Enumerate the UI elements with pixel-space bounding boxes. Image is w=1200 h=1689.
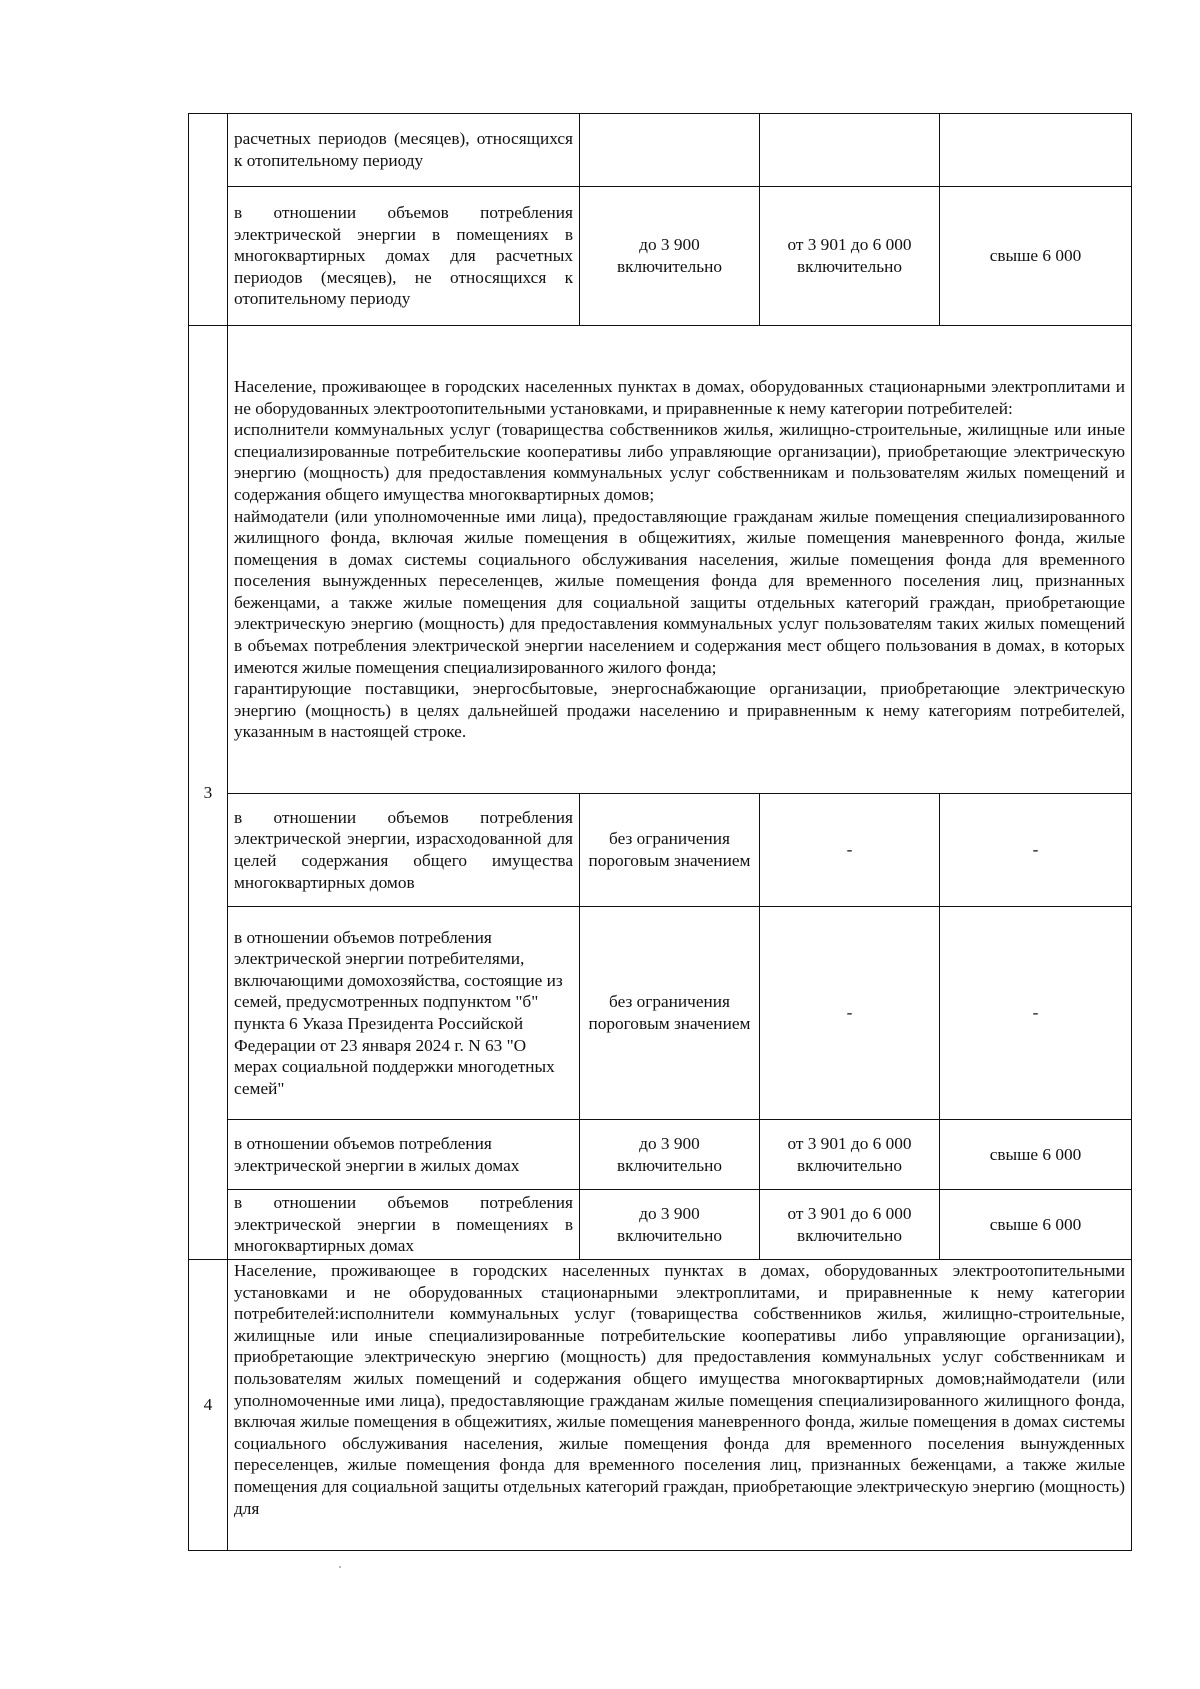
threshold-mid-cell: - [760, 907, 940, 1120]
condition-cell: в отношении объемов потребления электрической энергии в помещениях в многоквартирных домах [228, 1190, 580, 1260]
threshold-low-cell: без ограничения пороговым значением [580, 794, 760, 907]
threshold-high-cell: свыше 6 000 [940, 187, 1132, 326]
table-row [189, 326, 1132, 794]
threshold-low-cell: до 3 900 включительно [580, 1120, 760, 1190]
condition-cell: в отношении объемов потребления электрической энергии в помещениях в многоквартирных домах для расчетных периодов (месяцев), не относящихся к отопительному периоду [228, 187, 580, 326]
threshold-high-cell: свыше 6 000 [940, 1120, 1132, 1190]
description-paragraph: наймодатели (или уполномоченные ими лица), предоставляющие гражданам жилые помещения специализированного жилищного фонда, включая жилые помещения в общежитиях, жилые помещения маневренного фонда, жилые помещения в домах системы социального обслуживания населения, жилые помещения фонда для временного поселения вынужденных переселенцев, жилые помещения фонда для временного поселения лиц, признанных беженцами, а также жилые помещения для социальной защиты отдельных категорий граждан, приобретающие электрическую энергию (мощность) для предоставления коммунальных услуг пользователям таких жилых помещений в объемах потребления электрической энергии населением и содержания мест общего пользования в домах, в которых имеются жилые помещения специализированного жилого фонда; [234, 506, 1125, 677]
condition-cell: в отношении объемов потребления электрической энергии в жилых домах [228, 1120, 580, 1190]
threshold-mid-cell: от 3 901 до 6 000 включительно [760, 187, 940, 326]
table-row [189, 907, 1132, 1120]
table-row [189, 1260, 1132, 1551]
value-cell [940, 114, 1132, 187]
threshold-high-cell: свыше 6 000 [940, 1190, 1132, 1260]
threshold-mid-cell: - [760, 794, 940, 907]
threshold-high-cell: - [940, 907, 1132, 1120]
threshold-mid-cell: от 3 901 до 6 000 включительно [760, 1120, 940, 1190]
condition-cell: расчетных периодов (месяцев), относящихся к отопительному периоду [228, 114, 580, 187]
description-paragraph: исполнители коммунальных услуг (товарищества собственников жилья, жилищно-строительные, жилищные или иные специализированные потребительские кооперативы либо управляющие организации), приобретающие электрическую энергию (мощность) для предоставления коммунальных услуг собственникам и пользователям жилых помещений и содержания общего имущества многоквартирных домов; [234, 420, 1125, 504]
description-paragraph: гарантирующие поставщики, энергосбытовые, энергоснабжающие организации, приобретающие электрическую энергию (мощность) в целях дальнейшей продажи населению и приравненным к нему категориям потребителей, указанным в настоящей строке. [234, 679, 1125, 742]
table-row [189, 114, 1132, 187]
row-number-4: 4 [189, 1260, 228, 1551]
value-cell [760, 114, 940, 187]
table-row [189, 1190, 1132, 1260]
table-row [189, 794, 1132, 907]
threshold-low-cell: без ограничения пороговым значением [580, 907, 760, 1120]
scan-speck [339, 1566, 341, 1568]
row-number-3: 3 [189, 326, 228, 1260]
tariff-table [188, 113, 1132, 1551]
row-number-cell [189, 114, 228, 326]
condition-cell: в отношении объемов потребления электрической энергии потребителями, включающими домохозяйства, состоящие из семей, предусмотренных подпунктом "б" пункта 6 Указа Президента Российской Федерации от 23 января 2024 г. N 63 "О мерах социальной поддержки многодетных семей" [228, 907, 580, 1120]
table-row [189, 187, 1132, 326]
threshold-high-cell: - [940, 794, 1132, 907]
category-description-3 [228, 326, 1132, 794]
table-row [189, 1120, 1132, 1190]
description-paragraph: Население, проживающее в городских населенных пунктах в домах, оборудованных стационарными электроплитами и не оборудованных электроотопительными установками, и приравненные к нему категории потребителей: [234, 376, 1125, 418]
threshold-low-cell: до 3 900 включительно [580, 1190, 760, 1260]
threshold-low-cell: до 3 900 включительно [580, 187, 760, 326]
category-description-4: Население, проживающее в городских населенных пунктах в домах, оборудованных электроотопительными установками и не оборудованных стационарными электроплитами, и приравненные к нему категории потребителей:исполнители коммунальных услуг (товарищества собственников жилья, жилищно-строительные, жилищные или иные специализированные потребительские кооперативы либо управляющие организации), приобретающие электрическую энергию (мощность) для предоставления коммунальных услуг собственникам и пользователям жилых помещений и содержания общего имущества многоквартирных домов;наймодатели (или уполномоченные ими лица), предоставляющие гражданам жилые помещения специализированного жилищного фонда, включая жилые помещения в общежитиях, жилые помещения маневренного фонда, жилые помещения в домах системы социального обслуживания населения, жилые помещения фонда для временного поселения вынужденных переселенцев, жилые помещения фонда для временного поселения лиц, признанных беженцами, а также жилые помещения для социальной защиты отдельных категорий граждан, приобретающие электрическую энергию (мощность) для [228, 1260, 1132, 1551]
threshold-mid-cell: от 3 901 до 6 000 включительно [760, 1190, 940, 1260]
value-cell [580, 114, 760, 187]
condition-cell: в отношении объемов потребления электрической энергии, израсходованной для целей содержания общего имущества многоквартирных домов [228, 794, 580, 907]
